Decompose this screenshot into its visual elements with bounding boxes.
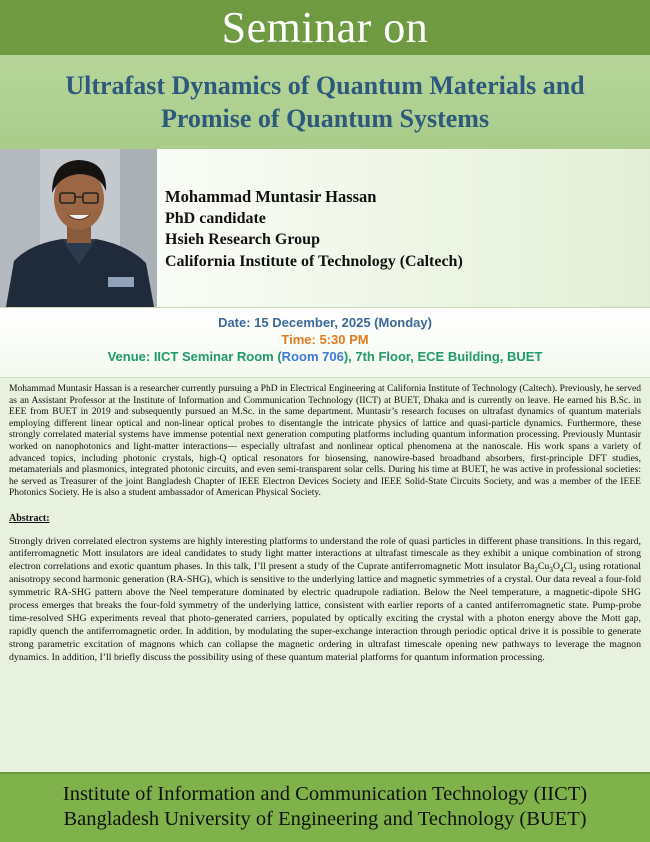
event-time: Time: 5:30 PM — [281, 332, 369, 347]
speaker-photo — [0, 149, 157, 307]
speaker-name: Mohammad Muntasir Hassan — [165, 187, 377, 206]
banner-title: Seminar on — [221, 3, 429, 52]
speaker-info — [165, 186, 635, 272]
footer — [0, 772, 650, 842]
formula-subscript: 2 — [572, 566, 577, 575]
event-date: Date: 15 December, 2025 (Monday) — [218, 315, 432, 330]
venue-suffix: ), 7th Floor, ECE Building, BUET — [343, 349, 543, 364]
abstract-part-1: Strongly driven correlated electron systems are highly interesting platforms to understand the role of quasi particles in different phase transitions. In this regard, antiferromagnetic Mott insulators are ideal candidates to study light matter interactions at ultrafast timescale as they exhibit a unique combination of strong electron correlations and exotic quantum phases. In this talk, I’ll present a study of the Cuprate antiferromagnetic Mott insulator Ba — [9, 535, 641, 573]
speaker-group: Hsieh Research Group — [165, 231, 320, 248]
abstract-heading: Abstract: — [9, 512, 50, 524]
seminar-title-band — [0, 55, 650, 149]
speaker-position: PhD candidate — [165, 209, 266, 227]
formula-subscript: 2 — [534, 566, 538, 575]
footer-line-1: Institute of Information and Communication Technology (IICT) — [62, 783, 588, 805]
abstract-part-2: using rotational anisotropy second harmonic generation (RA-SHG), which is sensitive to the underlying lattice and magnetic symmetries of a crystal. Our data reveal a four-fold symmetric RA-SHG pattern above the Neel temperature dominated by electric quadrupole radiation. Below the Neel temperature, a magnetic-dipole SHG process emerges that breaks the four-fold symmetry of the underlying lattice, consistent with earlier reports of a canted antiferromagnetic state. Pump-probe time-resolved SHG experiments reveal that photo-generated carriers, populated by optically exciting the crystal with a photon energy above the Mott gap, rapidly quench the antiferromagnetic order. In addition, by modulating the super-exchange interaction through periodic optical drive it is possible to generate strong parametric excitation of magnons which can collapse the magnetic ordering in ultrafast timescale opening new pathways to leverage the magnon dynamics. In addition, I’ll briefly discuss the possibility using of these quantum material platforms for quantum information processing. — [9, 561, 641, 663]
formula-part: Cu — [537, 561, 550, 573]
event-details — [0, 307, 650, 377]
footer-line-2: Bangladesh University of Engineering and Technology (BUET) — [63, 807, 587, 830]
seminar-title-line-2: Promise of Quantum Systems — [160, 104, 490, 133]
formula-part: O — [552, 561, 560, 573]
formula-part: Cl — [563, 561, 573, 573]
speaker-bio: Mohammad Muntasir Hassan is a researcher currently pursuing a PhD in Electrical Engineering at California Institute of Technology (Caltech). Previously, he served as an Assistant Professor at the Institute of Information and Communication Technology (IICT) at BUET, Dhaka and is currently on leave. He earned his B.Sc. in EEE from BUET in 2019 and subsequently pursued an M.Sc. in the same department. Muntasir’s research focuses on ultrafast dynamics of quantum materials employing different linear optical and non-linear optical probes to disentangle the intricate physics of lattice and quasi-particle dynamics. Furthermore, these strongly correlated material systems have immense potential next generation computing platforms including quantum information processing. Previously Muntasir worked on nanophotonics and light-matter interactions— especially ultrafast and nonlinear optical phenomena at the nanoscale. His work spans a variety of advanced topics, including photonic crystals, high-Q optical resonators for biosensing, nanowire-based broadband absorbers, first-principle DFT studies, metamaterials and plasmonics, integrated photonic circuits, and even semi-transparent solar cells. During his time at BUET, he was active in professional societies: he served as Treasurer of the joint Bangladesh Chapter of IEEE Electron Devices Society and IEEE Solid-State Circuits Society, and was a member of the IEEE Photonics Society. He is also a student ambassador of American Physical Society. — [9, 383, 641, 499]
venue-room: Room 706 — [281, 349, 344, 364]
venue-prefix: Venue: IICT Seminar Room ( — [107, 349, 282, 364]
event-venue — [0, 348, 650, 365]
speaker-section — [0, 149, 650, 307]
main-content — [0, 377, 650, 772]
abstract-text — [9, 536, 641, 665]
speaker-institution: California Institute of Technology (Caltech) — [165, 252, 463, 270]
seminar-banner — [0, 0, 650, 55]
person-portrait-icon — [0, 149, 157, 307]
seminar-title-line-1: Ultrafast Dynamics of Quantum Materials and — [65, 71, 585, 100]
formula-subscript: 4 — [559, 566, 564, 575]
formula-subscript: 3 — [549, 566, 553, 575]
